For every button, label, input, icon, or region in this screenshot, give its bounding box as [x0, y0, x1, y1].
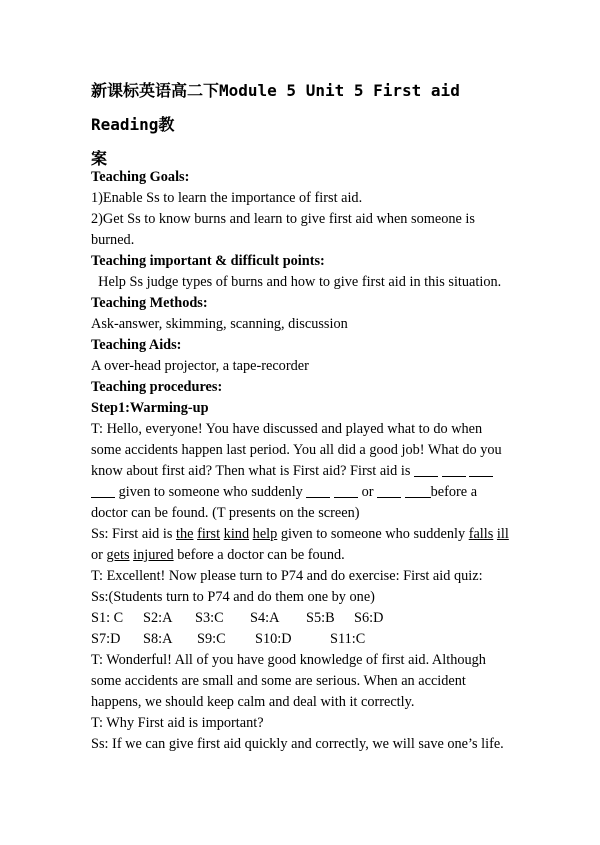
teacher-line-4: given to someone who suddenly or before a — [91, 482, 521, 503]
student-answer-line-2: or gets injured before a doctor can be found. — [91, 547, 345, 563]
blank — [442, 462, 466, 477]
aids-heading: Teaching Aids: — [91, 337, 182, 353]
teacher-line-5: doctor can be found. (T presents on the screen) — [91, 505, 360, 521]
procedures-heading: Teaching procedures: — [91, 379, 223, 395]
teacher-line-quiz: T: Excellent! Now please turn to P74 and do exercise: First aid quiz: — [91, 568, 483, 584]
teacher-line-1: T: Hello, everyone! You have discussed and played what to do when — [91, 421, 483, 437]
step1-heading: Step1:Warming-up — [91, 400, 209, 416]
points-heading: Teaching important & difficult points: — [91, 253, 325, 269]
document-title — [91, 74, 521, 176]
student-answer-line-1: Ss: First aid is the first kind help given to someone who suddenly falls ill — [91, 526, 509, 542]
title-line-2: 案 — [91, 149, 108, 168]
teacher-line-3: know about first aid? Then what is First aid? First aid is — [91, 461, 521, 482]
quiz-answers-row-2: S7:D S8:A S9:C S10:D S11:C — [91, 631, 366, 647]
points-text: Help Ss judge types of burns and how to give first aid in this situation. — [98, 274, 502, 290]
goal-item-2: 2)Get Ss to know burns and learn to give first aid when someone is burned. — [91, 211, 475, 248]
student-answer-final: Ss: If we can give first aid quickly and correctly, we will save one’s life. — [91, 736, 504, 752]
blank — [91, 483, 115, 498]
blank — [414, 462, 438, 477]
blank — [405, 483, 431, 498]
aids-text: A over-head projector, a tape-recorder — [91, 358, 309, 374]
blank — [306, 483, 330, 498]
goal-item-1: 1)Enable Ss to learn the importance of first aid. — [91, 190, 363, 206]
title-line-1: 新课标英语高二下Module 5 Unit 5 First aid Reading教 — [91, 81, 460, 134]
goals-heading: Teaching Goals: — [91, 169, 190, 185]
methods-text: Ask-answer, skimming, scanning, discussion — [91, 316, 348, 332]
teacher-line-2: some accidents happen last period. You all did a good job! What do you — [91, 442, 502, 458]
teacher-question: T: Why First aid is important? — [91, 715, 264, 731]
methods-heading: Teaching Methods: — [91, 295, 208, 311]
student-line-quiz: Ss:(Students turn to P74 and do them one by one) — [91, 589, 375, 605]
blank — [469, 462, 493, 477]
teacher-line-7: some accidents are small and some are serious. When an accident — [91, 673, 466, 689]
teacher-line-8: happens, we should keep calm and deal with it correctly. — [91, 694, 415, 710]
quiz-answers-row-1: S1: C S2:A S3:C S4:A S5:B S6:D — [91, 610, 384, 626]
document-body — [91, 167, 521, 755]
blank — [334, 483, 358, 498]
blank — [377, 483, 401, 498]
teacher-line-6: T: Wonderful! All of you have good knowledge of first aid. Although — [91, 652, 486, 668]
